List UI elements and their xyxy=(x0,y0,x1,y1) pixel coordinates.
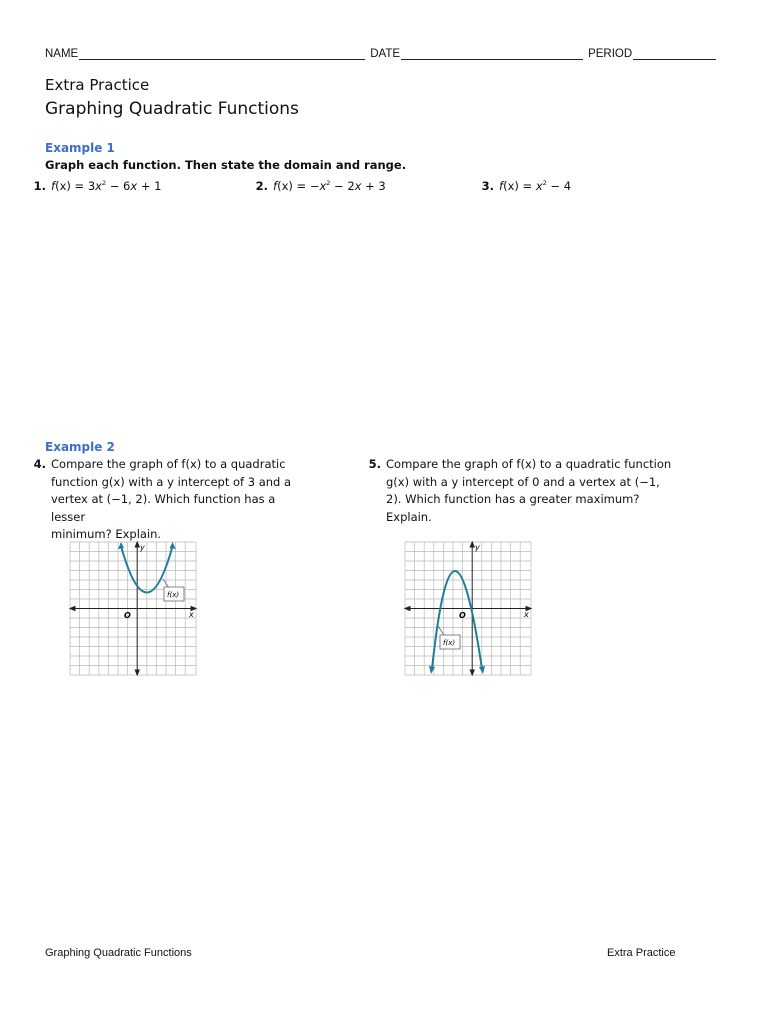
problem-2 xyxy=(252,175,386,196)
x-axis-label: x xyxy=(524,610,529,619)
problem-text-line: g(x) with a y intercept of 0 and a vertex at (−1, xyxy=(386,474,660,489)
problem-4 xyxy=(30,456,313,544)
problem-3 xyxy=(478,175,571,196)
problem-number: 2. xyxy=(255,179,268,193)
example-2-heading: Example 2 xyxy=(45,440,115,454)
problem-text-line: Explain. xyxy=(386,509,432,524)
example-1-instruction: Graph each function. Then state the domain and range. xyxy=(45,158,407,172)
problem-4-graph xyxy=(69,541,199,677)
function-expression: $f(x) = -x^2 - 2x + 3$ xyxy=(273,179,386,193)
curve-arrow-left xyxy=(118,542,124,549)
y-axis-label: y xyxy=(140,543,145,552)
problem-4-text xyxy=(51,456,313,544)
curve-label: f(x) xyxy=(443,639,456,647)
footer-left: Graphing Quadratic Functions xyxy=(45,947,192,959)
origin-label: O xyxy=(124,611,131,620)
student-info-header xyxy=(45,46,735,62)
problem-text-line: Compare the graph of f(x) to a quadratic xyxy=(51,457,286,471)
problem-text-line: minimum? Explain. xyxy=(51,527,162,541)
example-1-heading: Example 1 xyxy=(45,141,115,155)
function-expression: $f(x) = 3x^2 - 6x + 1$ xyxy=(51,179,162,193)
function-expression: $f(x) = x^2 - 4$ xyxy=(499,179,572,193)
y-axis-label: y xyxy=(475,543,480,552)
period-label: PERIOD xyxy=(588,48,633,60)
problem-text-line: function g(x) with a y intercept of 3 and a xyxy=(51,474,292,489)
x-axis-label: x xyxy=(189,610,194,619)
problem-text-line: Compare the graph of f(x) to a quadratic function xyxy=(386,457,672,471)
curve-label: f(x) xyxy=(167,591,180,599)
problem-number: 4. xyxy=(33,457,46,471)
problem-5-text xyxy=(386,456,676,526)
problem-number: 3. xyxy=(481,179,494,193)
footer-right: Extra Practice xyxy=(607,947,676,959)
period-field[interactable] xyxy=(633,48,716,60)
problem-number: 5. xyxy=(368,457,381,471)
problem-1 xyxy=(30,175,161,196)
worksheet-subtitle: Extra Practice xyxy=(45,76,150,94)
problem-5-graph xyxy=(404,541,534,677)
worksheet-title: Graphing Quadratic Functions xyxy=(45,99,299,119)
problem-5 xyxy=(365,456,676,526)
date-field[interactable] xyxy=(401,48,583,60)
curve-arrow-right xyxy=(170,542,176,549)
parabola-curve xyxy=(432,571,482,669)
problem-text-line: 2). Which function has a greater maximum? xyxy=(386,492,640,506)
name-field[interactable] xyxy=(79,48,365,60)
origin-label: O xyxy=(459,611,466,620)
name-label: NAME xyxy=(45,48,79,60)
problem-number: 1. xyxy=(33,179,46,193)
problem-text-line: vertex at (−1, 2). Which function has a lesser xyxy=(51,492,276,524)
date-label: DATE xyxy=(370,48,401,60)
